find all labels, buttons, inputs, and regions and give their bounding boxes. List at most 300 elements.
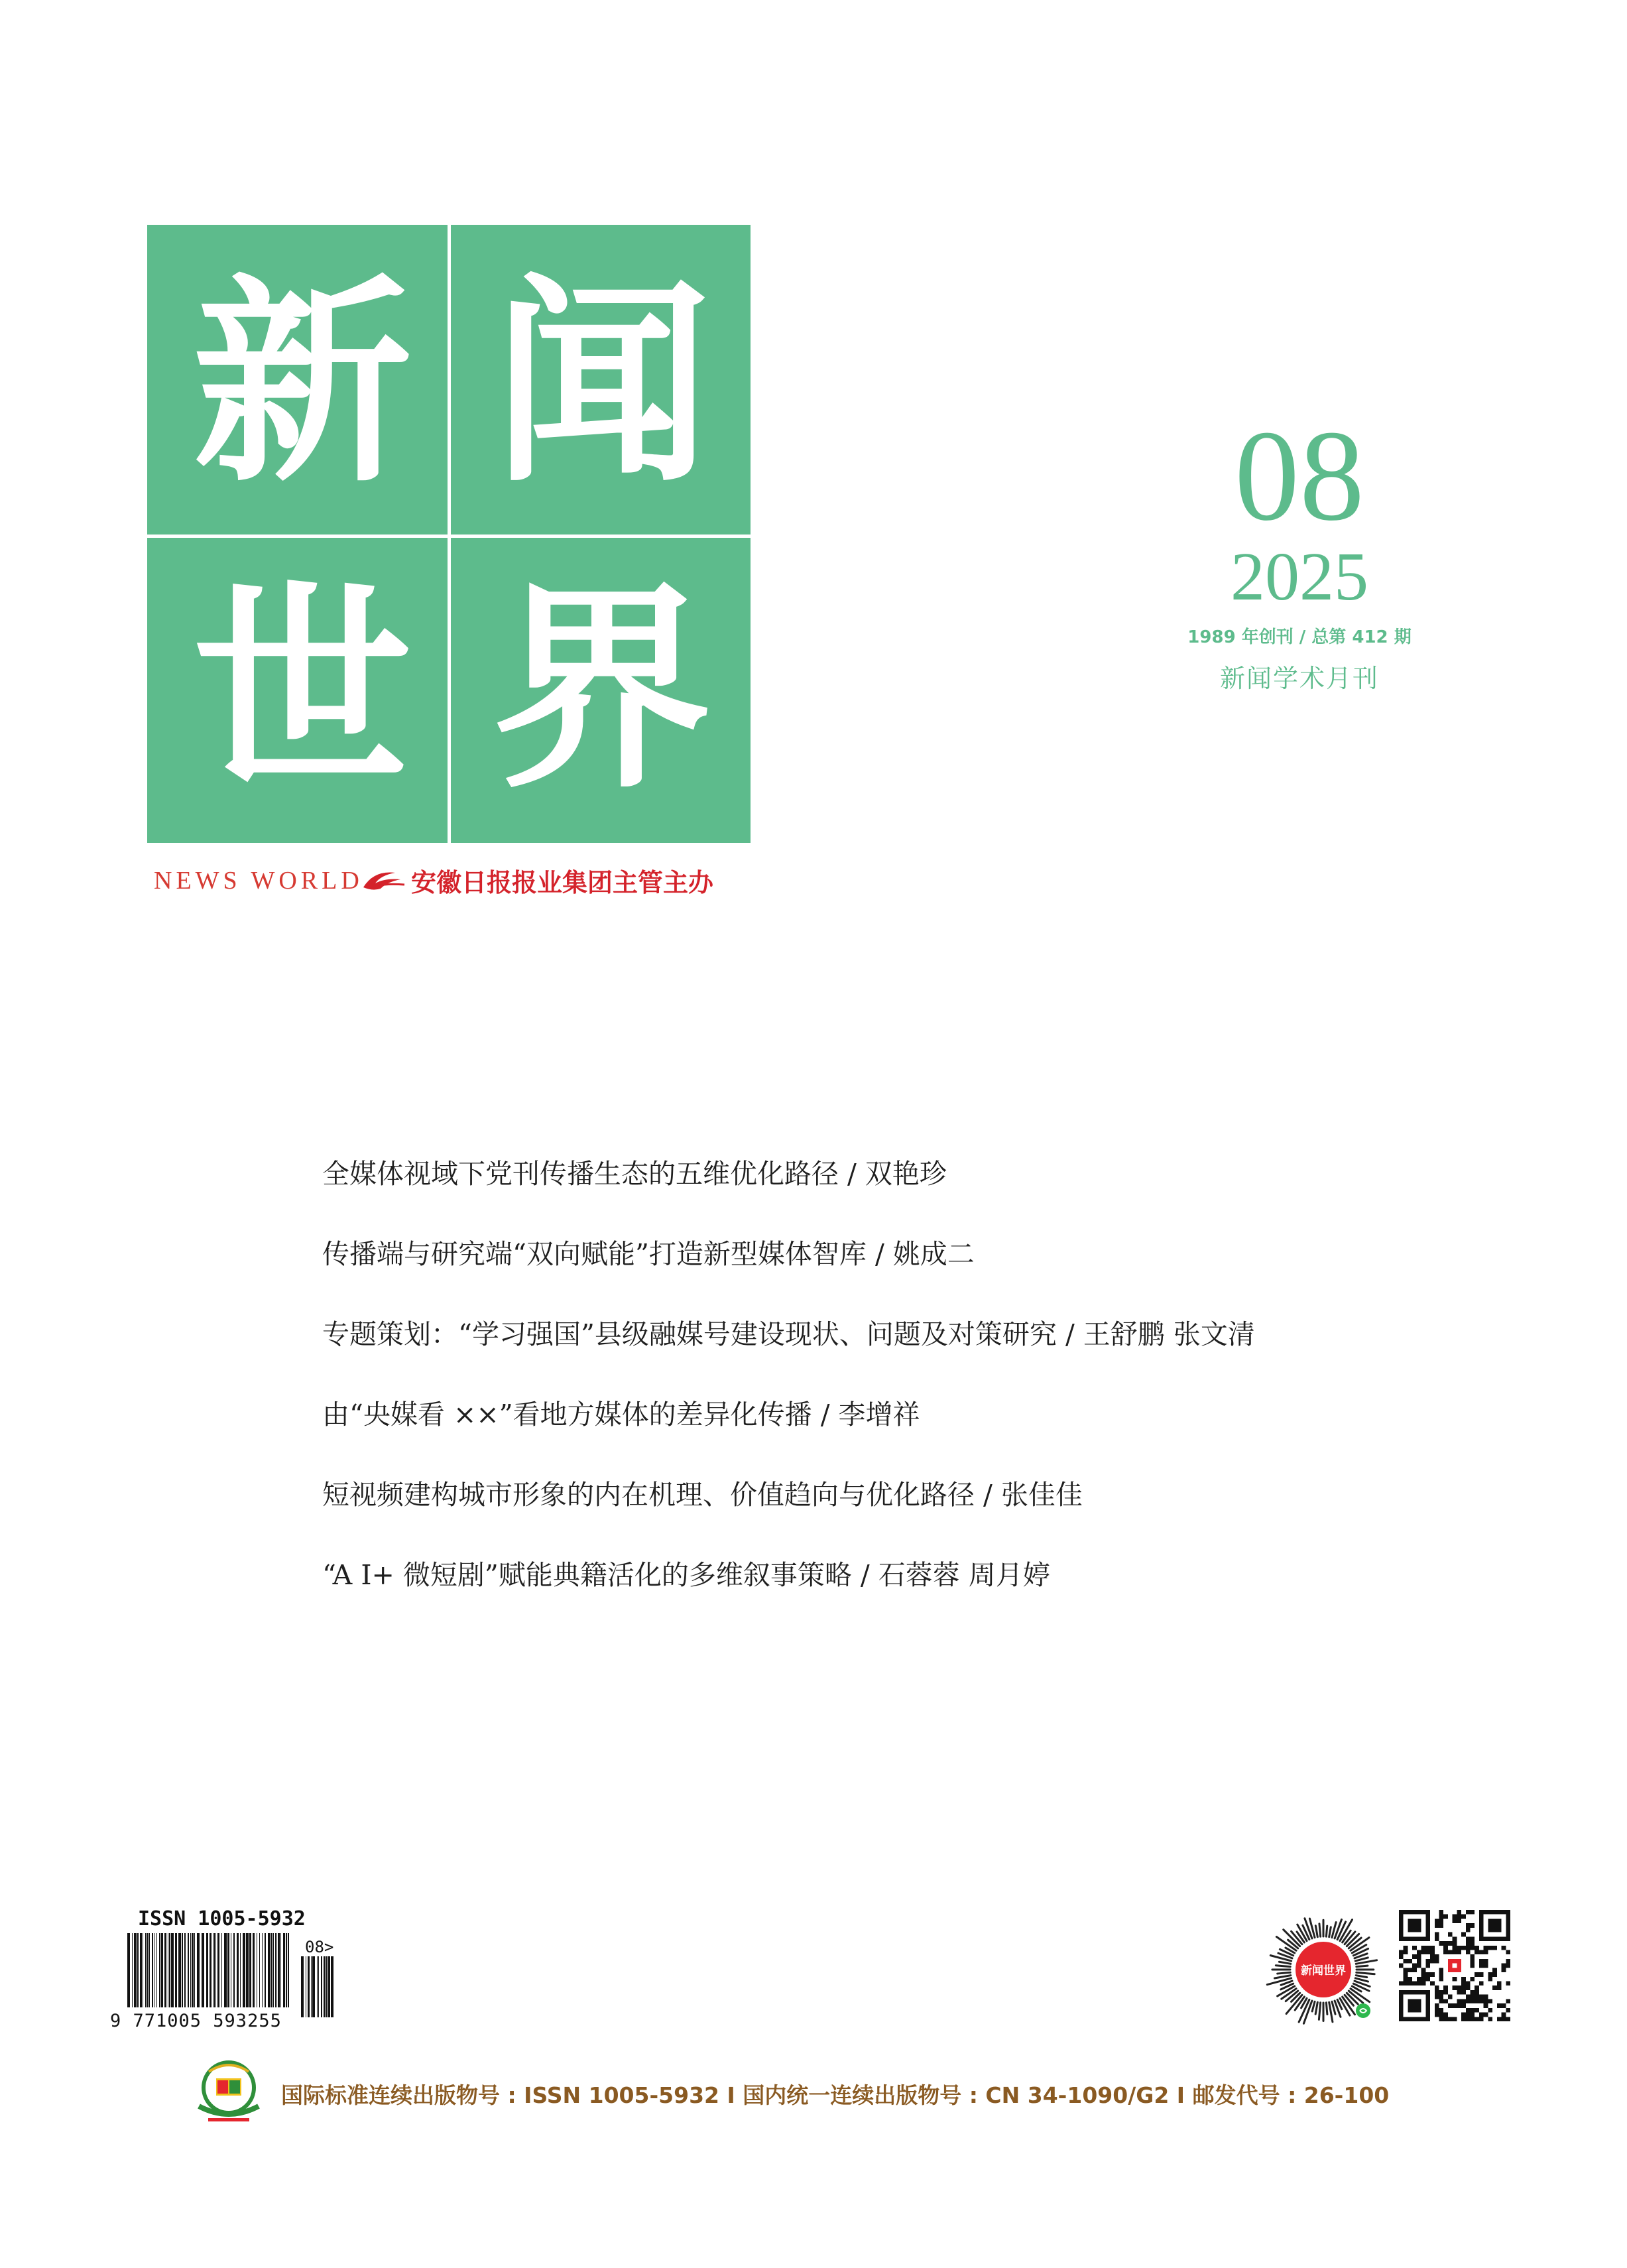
- barcode-bar: [156, 1933, 157, 2007]
- qr-module: [1443, 1946, 1448, 1950]
- barcode-bar: [273, 1933, 274, 2007]
- qr-module: [1502, 1968, 1506, 1972]
- qr-module: [1471, 1959, 1475, 1964]
- masthead-divider-horizontal: [147, 535, 751, 538]
- qr-module: [1439, 1919, 1443, 1923]
- qr-module: [1457, 1964, 1461, 1968]
- barcode-bar: [246, 1933, 249, 2007]
- qr-module: [1453, 2003, 1457, 2008]
- qr-module: [1471, 1941, 1475, 1946]
- qr-module: [1461, 1932, 1466, 1937]
- barcode-bar: [132, 1933, 133, 2007]
- qr-module: [1417, 1982, 1421, 1986]
- qr-module: [1479, 1999, 1484, 2003]
- qr-module: [1443, 1950, 1448, 1954]
- qr-module: [1502, 1946, 1506, 1950]
- qr-module: [1457, 1999, 1461, 2003]
- mini-code-ray: [1326, 2003, 1327, 2015]
- qr-module: [1461, 1946, 1466, 1950]
- qr-module: [1435, 1923, 1439, 1928]
- toc-item: 短视频建构城市形象的内在机理、价值趋向与优化路径 / 张佳佳: [322, 1479, 1083, 1511]
- qr-module: [1399, 1964, 1404, 1968]
- qr-module: [1421, 1910, 1426, 1915]
- barcode-bar: [202, 1933, 204, 2007]
- qr-module: [1417, 1977, 1421, 1982]
- masthead-char-jie: 界: [493, 563, 711, 818]
- barcode-bar: [134, 1933, 137, 2007]
- qr-module: [1502, 2013, 1506, 2017]
- qr-module: [1399, 1919, 1404, 1923]
- qr-module: [1448, 1964, 1453, 1968]
- qr-module: [1479, 1964, 1484, 1968]
- qr-module: [1461, 1977, 1466, 1982]
- qr-module: [1443, 1999, 1448, 2003]
- qr-module: [1404, 1936, 1408, 1941]
- qr-code-icon[interactable]: [1399, 1910, 1510, 2021]
- qr-module: [1435, 1936, 1439, 1941]
- barcode-bar: [317, 1956, 318, 2017]
- qr-module: [1439, 1990, 1443, 1995]
- masthead-char-xin: 新: [193, 257, 412, 511]
- qr-module: [1457, 1915, 1461, 1919]
- cn-serial-publication-logo-icon: [186, 2058, 272, 2131]
- barcode-bar: [188, 1933, 189, 2007]
- qr-module: [1506, 1999, 1510, 2003]
- qr-module: [1404, 1910, 1408, 1915]
- barcode-bar: [152, 1933, 153, 2007]
- qr-module: [1425, 2008, 1430, 2013]
- qr-module: [1475, 1995, 1479, 1999]
- qr-module: [1471, 2013, 1475, 2017]
- qr-module: [1492, 1985, 1497, 1990]
- qr-module: [1417, 1990, 1421, 1995]
- publisher-line: [361, 862, 713, 899]
- barcode-bar: [233, 1933, 235, 2007]
- qr-module: [1439, 1915, 1443, 1919]
- qr-module: [1479, 1972, 1484, 1977]
- qr-module: [1439, 1972, 1443, 1977]
- qr-module: [1457, 1919, 1461, 1923]
- barcode-bar: [243, 1933, 245, 2007]
- qr-module: [1412, 1946, 1417, 1950]
- qr-module: [1399, 1999, 1404, 2003]
- qr-module: [1497, 1982, 1502, 1986]
- qr-module: [1430, 1950, 1435, 1954]
- barcode-bar: [328, 1956, 330, 2017]
- qr-module: [1457, 1910, 1461, 1915]
- qr-module: [1417, 1964, 1421, 1968]
- qr-module: [1492, 1910, 1497, 1915]
- qr-module: [1421, 1972, 1426, 1977]
- qr-module: [1404, 1990, 1408, 1995]
- toc-item: 由“央媒看 ××”看地方媒体的差异化传播 / 李增祥: [322, 1399, 920, 1430]
- barcode-bar: [249, 1933, 251, 2007]
- qr-module: [1492, 1919, 1497, 1923]
- qr-module: [1484, 1964, 1488, 1968]
- mini-code-ray: [1276, 1966, 1290, 1967]
- barcode-bar: [301, 1956, 304, 2017]
- qr-module: [1506, 1959, 1510, 1964]
- qr-module: [1417, 2017, 1421, 2021]
- table-of-contents: [322, 1154, 1255, 1635]
- qr-module: [1412, 1990, 1417, 1995]
- qr-module: [1484, 1910, 1488, 1915]
- qr-module: [1466, 1985, 1471, 1990]
- barcode-bar: [283, 1933, 285, 2007]
- qr-module: [1497, 1910, 1502, 1915]
- qr-module: [1425, 2017, 1430, 2021]
- qr-module: [1408, 1910, 1412, 1915]
- qr-module: [1435, 1990, 1439, 1995]
- barcode-bar: [213, 1933, 215, 2007]
- qr-module: [1421, 1977, 1426, 1982]
- publisher-logo-icon: [361, 867, 407, 894]
- barcode-bar: [224, 1933, 227, 2007]
- qr-module: [1457, 2003, 1461, 2008]
- qr-module: [1439, 1995, 1443, 1999]
- qr-module: [1475, 1985, 1479, 1990]
- qr-module: [1399, 1923, 1404, 1928]
- qr-module: [1461, 2013, 1466, 2017]
- barcode-bar: [280, 1933, 281, 2007]
- qr-module: [1484, 2013, 1488, 2017]
- qr-module: [1466, 1928, 1471, 1932]
- qr-module: [1399, 1910, 1404, 1915]
- qr-module: [1408, 1928, 1412, 1932]
- qr-module: [1492, 1936, 1497, 1941]
- qr-module: [1439, 1977, 1443, 1982]
- barcode-bar: [164, 1933, 166, 2007]
- qr-module: [1457, 1959, 1461, 1964]
- qr-module: [1506, 2008, 1510, 2013]
- qr-module: [1443, 2013, 1448, 2017]
- barcode-bar: [318, 1956, 319, 2017]
- qr-module: [1430, 1982, 1435, 1986]
- qr-module: [1453, 1959, 1457, 1964]
- qr-module: [1475, 1972, 1479, 1977]
- qr-module: [1502, 1964, 1506, 1968]
- barcode-bar: [268, 1933, 271, 2007]
- qr-module: [1488, 1946, 1492, 1950]
- qr-module: [1404, 1959, 1408, 1964]
- mini-program-code-icon[interactable]: [1264, 1910, 1383, 2029]
- qr-module: [1421, 1990, 1426, 1995]
- barcode-bar: [308, 1956, 310, 2017]
- mini-code-label: 新闻世界: [1301, 1964, 1346, 1978]
- qr-module: [1471, 1995, 1475, 1999]
- qr-module: [1404, 1972, 1408, 1977]
- qr-module: [1506, 1982, 1510, 1986]
- qr-module: [1488, 1910, 1492, 1915]
- barcode-bar: [271, 1933, 272, 2007]
- qr-module: [1471, 1977, 1475, 1982]
- qr-module: [1439, 2013, 1443, 2017]
- qr-module: [1399, 1932, 1404, 1937]
- masthead-char-wen: 闻: [493, 257, 711, 511]
- qr-module: [1404, 1968, 1408, 1972]
- qr-module: [1506, 1936, 1510, 1941]
- qr-module: [1421, 1950, 1426, 1954]
- qr-module: [1421, 1946, 1426, 1950]
- qr-module: [1399, 1982, 1404, 1986]
- qr-module: [1466, 1995, 1471, 1999]
- issue-year: 2025: [1231, 538, 1368, 615]
- qr-module: [1425, 1959, 1430, 1964]
- qr-module: [1425, 1977, 1430, 1982]
- barcode-number: 9 771005 593255: [110, 2011, 282, 2031]
- barcode-bar: [182, 1933, 183, 2007]
- issue-number: 08: [1235, 404, 1364, 548]
- barcode-bar: [275, 1933, 276, 2007]
- barcode-bar: [149, 1933, 150, 2007]
- qr-module: [1497, 1936, 1502, 1941]
- qr-module: [1506, 1964, 1510, 1968]
- qr-module: [1453, 1977, 1457, 1982]
- qr-module: [1399, 1954, 1404, 1959]
- barcode-bar: [278, 1933, 280, 2007]
- qr-module: [1502, 2003, 1506, 2008]
- barcode-bar: [140, 1933, 142, 2007]
- qr-module: [1448, 1968, 1453, 1972]
- qr-module: [1425, 2003, 1430, 2008]
- qr-module: [1506, 1950, 1510, 1954]
- qr-module: [1475, 1990, 1479, 1995]
- barcode-bar: [324, 1956, 326, 2017]
- qr-module: [1453, 1946, 1457, 1950]
- barcode-bar: [206, 1933, 208, 2007]
- qr-module: [1399, 1990, 1404, 1995]
- qr-module: [1425, 1995, 1430, 1999]
- qr-module: [1453, 1915, 1457, 1919]
- masthead-logo: [147, 225, 751, 843]
- qr-module: [1435, 2003, 1439, 2008]
- qr-module: [1425, 1999, 1430, 2003]
- qr-module: [1497, 1928, 1502, 1932]
- qr-module: [1461, 2003, 1466, 2008]
- qr-module: [1457, 1950, 1461, 1954]
- qr-module: [1471, 1964, 1475, 1968]
- qr-module: [1412, 1936, 1417, 1941]
- qr-module: [1466, 1923, 1471, 1928]
- qr-module: [1425, 1919, 1430, 1923]
- qr-module: [1425, 1932, 1430, 1937]
- qr-module: [1412, 1964, 1417, 1968]
- qr-module: [1461, 1999, 1466, 2003]
- qr-module: [1412, 1928, 1417, 1932]
- qr-module: [1466, 1941, 1471, 1946]
- toc-item: “A I+ 微短剧”赋能典籍活化的多维叙事策略 / 石蓉蓉 周月婷: [322, 1559, 1050, 1591]
- qr-module: [1461, 1985, 1466, 1990]
- qr-module: [1412, 1982, 1417, 1986]
- qr-module: [1471, 1946, 1475, 1950]
- barcode-bar: [159, 1933, 160, 2007]
- qr-module: [1435, 1932, 1439, 1937]
- qr-module: [1497, 1919, 1502, 1923]
- qr-module: [1471, 1999, 1475, 2003]
- qr-module: [1417, 1950, 1421, 1954]
- qr-module: [1425, 1910, 1430, 1915]
- qr-module: [1439, 1999, 1443, 2003]
- qr-module: [1453, 1964, 1457, 1968]
- qr-module: [1492, 1946, 1497, 1950]
- qr-module: [1439, 2008, 1443, 2013]
- qr-module: [1408, 2017, 1412, 2021]
- qr-module: [1443, 1941, 1448, 1946]
- english-title: NEWS WORLD: [154, 867, 363, 895]
- qr-module: [1466, 1982, 1471, 1986]
- qr-module: [1443, 1990, 1448, 1995]
- qr-module: [1506, 1915, 1510, 1919]
- qr-module: [1484, 1999, 1488, 2003]
- barcode-bar: [312, 1956, 315, 2017]
- qr-module: [1430, 1946, 1435, 1950]
- barcode-bar: [221, 1933, 222, 2007]
- qr-module: [1484, 1995, 1488, 1999]
- qr-module: [1448, 1950, 1453, 1954]
- qr-module: [1435, 1985, 1439, 1990]
- barcode-bar: [137, 1933, 139, 2007]
- qr-module: [1475, 1950, 1479, 1954]
- barcode-bar: [194, 1933, 195, 2007]
- publisher-text: 安徽日报报业集团主管主办: [411, 868, 714, 897]
- barcode-bar: [175, 1933, 177, 2007]
- qr-module: [1435, 2013, 1439, 2017]
- qr-module: [1492, 1928, 1497, 1932]
- qr-module: [1443, 1985, 1448, 1990]
- qr-module: [1417, 1936, 1421, 1941]
- qr-module: [1408, 1968, 1412, 1972]
- barcode-bar: [147, 1933, 149, 2007]
- qr-module: [1466, 1946, 1471, 1950]
- mini-code-ray: [1319, 1924, 1321, 1936]
- qr-module: [1448, 1959, 1453, 1964]
- qr-module: [1466, 2008, 1471, 2013]
- qr-module: [1479, 1928, 1484, 1932]
- issue-founded: 1989 年创刊 / 总第 412 期: [1187, 627, 1412, 647]
- qr-module: [1492, 1968, 1497, 1972]
- qr-module: [1425, 2013, 1430, 2017]
- qr-module: [1488, 1936, 1492, 1941]
- qr-module: [1412, 1923, 1417, 1928]
- qr-module: [1471, 1923, 1475, 1928]
- qr-module: [1461, 1990, 1466, 1995]
- qr-module: [1439, 1941, 1443, 1946]
- qr-module: [1479, 1915, 1484, 1919]
- qr-module: [1425, 1946, 1430, 1950]
- barcode-bar: [171, 1933, 174, 2007]
- barcode-bar: [184, 1933, 186, 2007]
- qr-module: [1497, 2017, 1502, 2021]
- qr-module: [1435, 1954, 1439, 1959]
- qr-module: [1471, 1936, 1475, 1941]
- qr-module: [1479, 1932, 1484, 1937]
- qr-module: [1475, 2017, 1479, 2021]
- qr-module: [1479, 1959, 1484, 1964]
- qr-module: [1457, 1968, 1461, 1972]
- barcode-bar: [326, 1956, 328, 2017]
- qr-module: [1412, 2017, 1417, 2021]
- qr-module: [1461, 2017, 1466, 2021]
- masthead-char-shi: 世: [193, 563, 412, 818]
- qr-module: [1488, 1923, 1492, 1928]
- qr-module: [1443, 1915, 1448, 1919]
- qr-module: [1466, 1910, 1471, 1915]
- qr-module: [1408, 1959, 1412, 1964]
- barcode-bar: [311, 1956, 312, 2017]
- qr-module: [1484, 1959, 1488, 1964]
- qr-module: [1421, 1936, 1426, 1941]
- qr-module: [1408, 1990, 1412, 1995]
- qr-module: [1488, 2008, 1492, 2013]
- barcode-bar: [321, 1956, 322, 2017]
- barcode-bar: [227, 1933, 229, 2007]
- qr-module: [1417, 2008, 1421, 2013]
- qr-module: [1408, 1999, 1412, 2003]
- qr-module: [1425, 1972, 1430, 1977]
- qr-module: [1466, 2013, 1471, 2017]
- qr-module: [1439, 1968, 1443, 1972]
- qr-module: [1471, 1910, 1475, 1915]
- qr-module: [1488, 1928, 1492, 1932]
- toc-item: 专题策划：“学习强国”县级融媒号建设现状、问题及对策研究 / 王舒鹏 张文清: [322, 1318, 1255, 1350]
- qr-module: [1448, 1995, 1453, 1999]
- barcode: [126, 1933, 292, 2007]
- barcode-bar: [276, 1933, 277, 2007]
- qr-module: [1466, 1999, 1471, 2003]
- barcode-bar: [161, 1933, 163, 2007]
- qr-module: [1435, 1995, 1439, 1999]
- qr-module: [1435, 1959, 1439, 1964]
- qr-module: [1399, 1928, 1404, 1932]
- qr-module: [1399, 1995, 1404, 1999]
- qr-module: [1399, 2013, 1404, 2017]
- qr-module: [1425, 1915, 1430, 1919]
- qr-module: [1425, 1928, 1430, 1932]
- qr-module: [1417, 1919, 1421, 1923]
- qr-module: [1453, 1941, 1457, 1946]
- qr-module: [1412, 1999, 1417, 2003]
- qr-module: [1506, 1910, 1510, 1915]
- barcode-bar: [145, 1933, 147, 2007]
- barcode-bar: [197, 1933, 200, 2007]
- qr-module: [1408, 1919, 1412, 1923]
- qr-module: [1417, 1910, 1421, 1915]
- qr-module: [1502, 1910, 1506, 1915]
- qr-module: [1425, 1990, 1430, 1995]
- qr-module: [1453, 1950, 1457, 1954]
- mini-code-ray: [1278, 1972, 1291, 1974]
- qr-module: [1408, 1923, 1412, 1928]
- qr-module: [1412, 1910, 1417, 1915]
- qr-module: [1412, 1968, 1417, 1972]
- barcode-bar: [240, 1933, 241, 2007]
- qr-module: [1430, 1972, 1435, 1977]
- qr-module: [1430, 1959, 1435, 1964]
- qr-module: [1404, 2017, 1408, 2021]
- qr-module: [1506, 1919, 1510, 1923]
- qr-module: [1412, 1919, 1417, 1923]
- qr-module: [1461, 1982, 1466, 1986]
- barcode-bar: [262, 1933, 263, 2007]
- qr-module: [1506, 1923, 1510, 1928]
- qr-module: [1404, 1982, 1408, 1986]
- qr-module: [1448, 1941, 1453, 1946]
- barcode-bar: [178, 1933, 181, 2007]
- barcode-bar: [265, 1933, 266, 2007]
- qr-module: [1421, 1968, 1426, 1972]
- barcode-bar: [286, 1933, 287, 2007]
- qr-module: [1479, 1919, 1484, 1923]
